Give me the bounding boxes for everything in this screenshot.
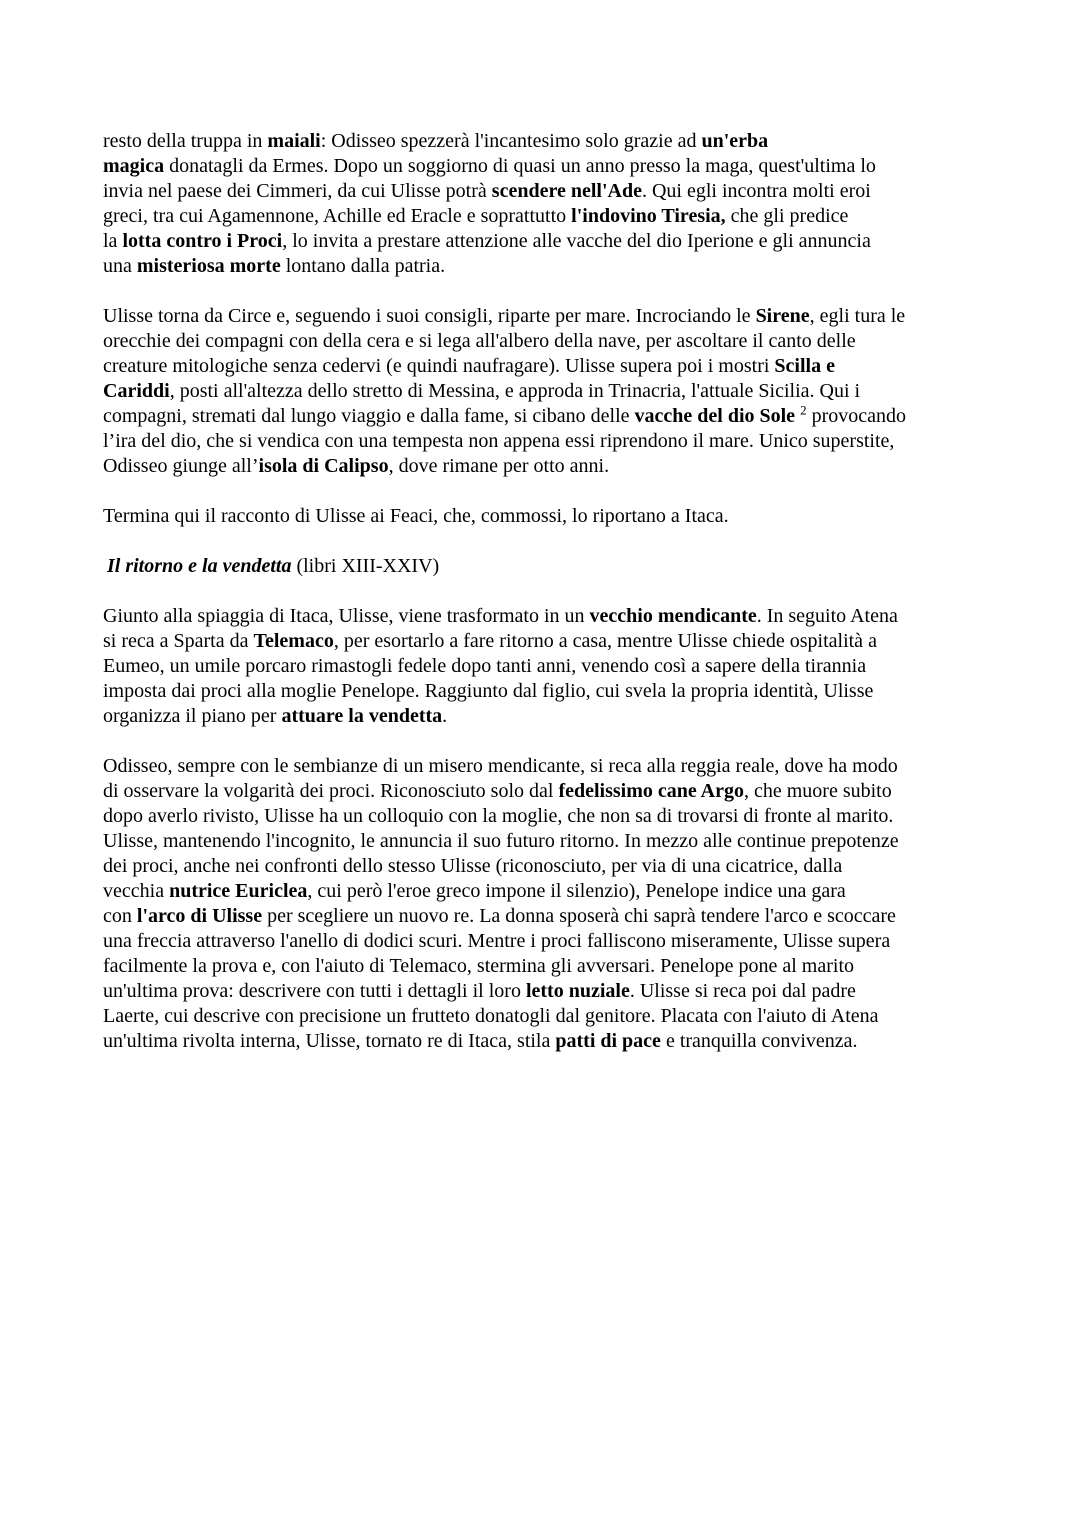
text-line [103,654,993,679]
text-run: , posti all'altezza dello stretto di Messina, e approda in Trinacria, l'attuale Sicilia. Qui i [169,380,861,402]
text-line [103,504,993,529]
text-line [103,254,993,279]
paragraph [103,504,993,529]
text-run: vecchia [103,880,170,902]
text-line [103,129,993,154]
text-run: Ulisse torna da Circe e, seguendo i suoi consigli, riparte per mare. Incrociando le [103,305,756,327]
text-run: , egli tura le [809,305,906,327]
emphasized-text: letto nuziale [525,980,630,1002]
text-run: si reca a Sparta da [103,630,254,652]
emphasized-text: magica [103,155,165,177]
text-run: Ulisse, mantenendo l'incognito, le annuncia il suo futuro ritorno. In mezzo alle continue prepotenze [103,830,899,852]
footnote-marker: 2 [800,402,807,418]
text-line [103,629,993,654]
text-run: Giunto alla spiaggia di Itaca, Ulisse, viene trasformato in un [103,605,590,627]
text-line [103,854,993,879]
text-line [103,704,993,729]
text-run: Termina qui il racconto di Ulisse ai Feaci, che, commossi, lo riportano a Itaca. [103,505,729,527]
text-run: provocando [806,405,906,427]
text-line [103,754,993,779]
text-line [103,829,993,854]
emphasized-text: patti di pace [555,1030,661,1052]
text-run: . Qui egli incontra molti eroi [641,180,871,202]
text-run: donatagli da Ermes. Dopo un soggiorno di quasi un anno presso la maga, quest'ultima lo [164,155,876,177]
text-run: una freccia attraverso l'anello di dodici scuri. Mentre i proci falliscono miseramente, Ulisse supera [103,930,891,952]
text-run: creature mitologiche senza cedervi (e quindi naufragare). Ulisse supera poi i mostri [103,355,775,377]
text-run: imposta dai proci alla moglie Penelope. Raggiunto dal figlio, cui svela la propria identità, Ulisse [103,680,874,702]
text-run: Odisseo giunge all’ [103,455,259,477]
text-line [103,904,993,929]
text-line [103,879,993,904]
emphasized-text: l'arco di Ulisse [136,905,263,927]
text-run: orecchie dei compagni con della cera e si lega all'albero della nave, per ascoltare il canto delle [103,330,856,352]
text-run: . [442,705,448,727]
text-run: lontano dalla patria. [280,255,446,277]
text-line [103,954,993,979]
text-line [103,179,993,204]
emphasized-text: Telemaco [253,630,334,652]
text-line [103,1029,993,1054]
text-run: un'ultima rivolta interna, Ulisse, tornato re di Itaca, stila [103,1030,556,1052]
text-run: resto della truppa in [103,130,268,152]
text-line [103,554,993,579]
text-line [103,1004,993,1029]
emphasized-text: vecchio mendicante [589,605,757,627]
text-run: , per esortarlo a fare ritorno a casa, mentre Ulisse chiede ospitalità a [333,630,877,652]
text-run: Eumeo, un umile porcaro rimastogli fedele dopo tanti anni, venendo così a sapere della tirannia [103,655,867,677]
text-line [103,229,993,254]
text-line [103,429,993,454]
emphasized-text: scendere nell'Ade [491,180,642,202]
text-run: Odisseo, sempre con le sembianze di un misero mendicante, si reca alla reggia reale, dove ha modo [103,755,898,777]
text-run: dopo averlo rivisto, Ulisse ha un colloquio con la moglie, che non sa di trovarsi di fronte al marito. [103,805,894,827]
text-run: greci, tra cui Agamennone, Achille ed Eracle e soprattutto [103,205,572,227]
text-run: la [103,230,123,252]
emphasized-text: isola di Calipso [258,455,389,477]
text-run: , dove rimane per otto anni. [388,455,610,477]
emphasized-text: Cariddi [103,380,170,402]
emphasized-text: attuare la vendetta [281,705,443,727]
paragraph [103,129,993,279]
text-line [103,454,993,479]
text-line [103,979,993,1004]
text-run: una [103,255,137,277]
emphasized-text: misteriosa morte [136,255,281,277]
text-run: invia nel paese dei Cimmeri, da cui Ulisse potrà [103,180,492,202]
text-run: un'ultima prova: descrivere con tutti i dettagli il loro [103,980,526,1002]
text-line [103,404,993,429]
emphasized-text: Il ritorno e la vendetta [107,555,292,577]
text-run: , cui però l'eroe greco impone il silenzio), Penelope indice una gara [307,880,846,902]
emphasized-text: Scilla e [774,355,835,377]
text-line [103,604,993,629]
text-line [103,329,993,354]
document-page [103,129,993,1079]
text-line [103,379,993,404]
emphasized-text: Sirene [755,305,810,327]
text-line [103,929,993,954]
text-line [103,154,993,179]
text-run: per scegliere un nuovo re. La donna sposerà chi saprà tendere l'arco e scoccare [262,905,896,927]
emphasized-text: l'indovino Tiresia, [571,205,726,227]
text-line [103,354,993,379]
text-run: , lo invita a prestare attenzione alle vacche del dio Iperione e gli annuncia [282,230,871,252]
text-run: l’ira del dio, che si vendica con una tempesta non appena essi riprendono il mare. Unico superstite, [103,430,895,452]
text-run: di osservare la volgarità dei proci. Riconosciuto solo dal [103,780,559,802]
text-line [103,779,993,804]
text-run: dei proci, anche nei confronti dello stesso Ulisse (riconosciuto, per via di una cicatrice, dalla [103,855,843,877]
text-run: . In seguito Atena [756,605,898,627]
paragraph [103,754,993,1054]
emphasized-text: maiali [267,130,321,152]
paragraph [103,604,993,729]
text-run: : Odisseo spezzerà l'incantesimo solo grazie ad [320,130,702,152]
emphasized-text: un'erba [701,130,769,152]
text-run: . Ulisse si reca poi dal padre [629,980,856,1002]
emphasized-text: lotta contro i Proci [122,230,283,252]
text-run: compagni, stremati dal lungo viaggio e dalla fame, si cibano delle [103,405,635,427]
text-run: che gli predice [725,205,849,227]
text-run: Laerte, cui descrive con precisione un frutteto donatogli dal genitore. Placata con l'aiuto di Atena [103,1005,879,1027]
text-line [103,804,993,829]
text-run: (libri XIII-XXIV) [291,555,440,577]
emphasized-text: fedelissimo cane Argo [558,780,744,802]
text-run: e tranquilla convivenza. [660,1030,858,1052]
emphasized-text: vacche del dio Sole [634,405,796,427]
text-run: , che muore subito [743,780,892,802]
text-line [103,679,993,704]
text-run: con [103,905,137,927]
text-line [103,204,993,229]
text-run: organizza il piano per [103,705,282,727]
text-run: facilmente la prova e, con l'aiuto di Telemaco, stermina gli avversari. Penelope pone al marito [103,955,855,977]
section-heading [103,554,993,579]
emphasized-text: nutrice Euriclea [169,880,308,902]
text-line [103,304,993,329]
paragraph [103,304,993,479]
